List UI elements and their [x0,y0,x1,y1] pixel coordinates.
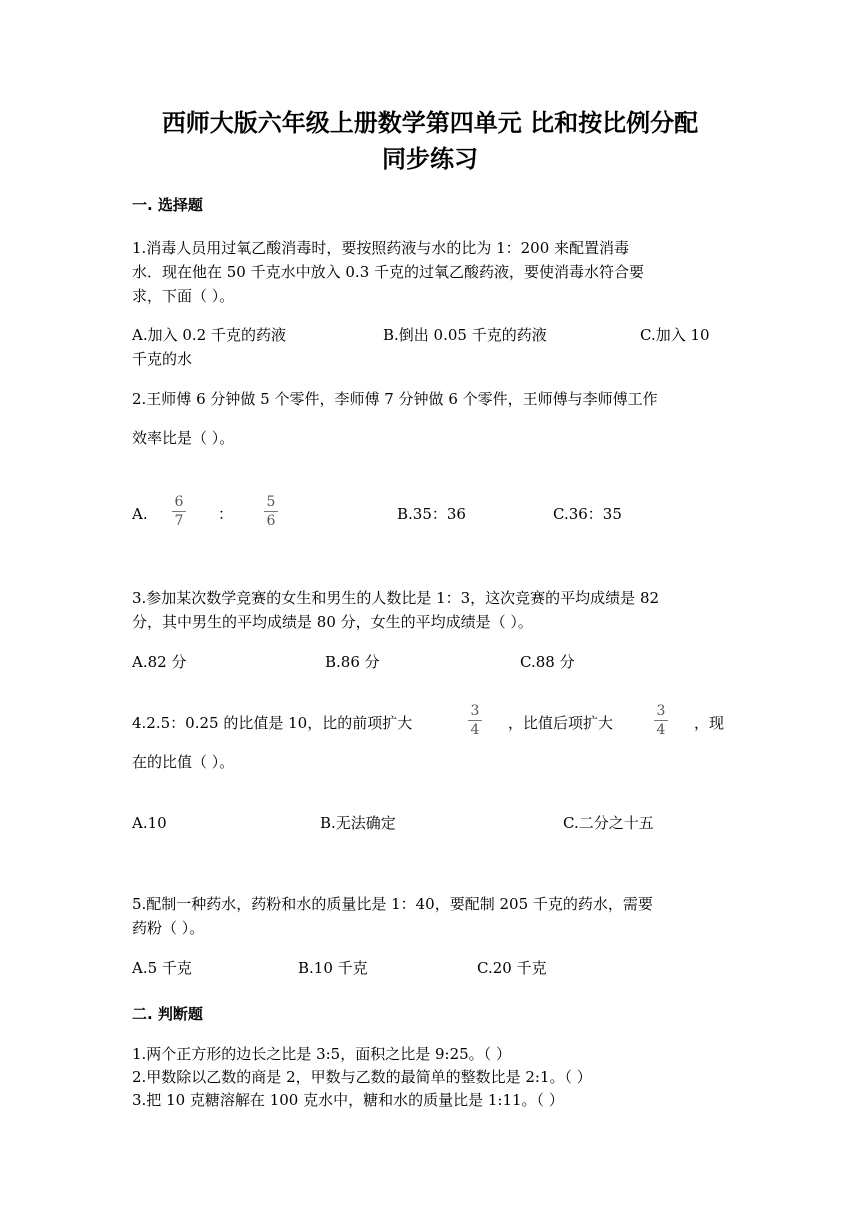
q1-line3: 求，下面（ ）。 [132,287,235,305]
q3-option-a: A.82 分 [132,653,187,671]
q4-option-a: A.10 [132,814,167,832]
q1-option-c: C.加入 10 [640,326,710,344]
fraction-denominator: 7 [174,513,184,529]
q3-line2: 分，其中男生的平均成绩是 80 分，女生的平均成绩是（ ）。 [132,613,533,631]
q3-option-c: C.88 分 [520,653,575,671]
q1-option-a: A.加入 0.2 千克的药液 [132,326,286,344]
q2-line2: 效率比是（ ）。 [132,429,235,447]
q2-line1: 2.王师傅 6 分钟做 5 个零件，李师傅 7 分钟做 6 个零件，王师傅与李师傅工作 [132,390,658,408]
fraction-numerator: 5 [266,494,276,510]
fraction-numerator: 6 [174,494,184,510]
q3-option-b: B.86 分 [325,653,380,671]
q4-line1-part2: ，比值后项扩大 [508,714,614,732]
q1-option-b: B.倒出 0.05 千克的药液 [383,326,547,344]
q4-fraction-1 [466,703,484,738]
q4-fraction-2 [652,703,670,738]
q2-fraction-2 [262,494,280,529]
page-subtitle: 同步练习 [382,145,478,173]
q5-option-b: B.10 千克 [298,959,368,977]
fraction-numerator: 3 [656,703,666,719]
q1-line2: 水．现在他在 50 千克水中放入 0.3 千克的过氧乙酸药液，要使消毒水符合要 [132,263,645,281]
judge-item-3: 3.把 10 克糖溶解在 100 克水中，糖和水的质量比是 1:11。（ ） [132,1091,564,1109]
q5-line2: 药粉（ ）。 [132,919,205,937]
section-heading-choice: 一. 选择题 [132,196,203,214]
q2-option-a-colon: ： [218,505,234,523]
q5-option-a: A.5 千克 [132,959,192,977]
fraction-denominator: 6 [266,513,276,529]
page-title: 西师大版六年级上册数学第四单元 比和按比例分配 [161,109,699,137]
q3-line1: 3.参加某次数学竞赛的女生和男生的人数比是 1：3，这次竞赛的平均成绩是 82 [132,589,660,607]
q5-option-c: C.20 千克 [477,959,547,977]
q4-line1-part3: ，现 [694,714,725,732]
q2-option-a: A. [132,505,148,523]
q4-line2: 在的比值（ ）。 [132,753,235,771]
judge-item-1: 1.两个正方形的边长之比是 3:5，面积之比是 9:25。（ ） [132,1045,511,1063]
q5-line1: 5.配制一种药水，药粉和水的质量比是 1：40，要配制 205 千克的药水，需要 [132,895,653,913]
fraction-denominator: 4 [656,722,666,738]
section-heading-judge: 二. 判断题 [132,1005,203,1023]
judge-item-2: 2.甲数除以乙数的商是 2，甲数与乙数的最简单的整数比是 2:1。（ ） [132,1068,592,1086]
q4-option-c: C.二分之十五 [563,814,654,832]
q2-option-c: C.36：35 [553,505,622,523]
fraction-numerator: 3 [470,703,480,719]
q4-line1-part1: 4.2.5：0.25 的比值是 10，比的前项扩大 [132,714,413,732]
q2-option-b: B.35：36 [397,505,466,523]
fraction-denominator: 4 [470,722,480,738]
q2-fraction-1 [170,494,188,529]
q4-option-b: B.无法确定 [320,814,396,832]
q1-line1: 1.消毒人员用过氧乙酸消毒时，要按照药液与水的比为 1：200 来配置消毒 [132,239,630,257]
q1-option-c-cont: 千克的水 [132,350,193,368]
